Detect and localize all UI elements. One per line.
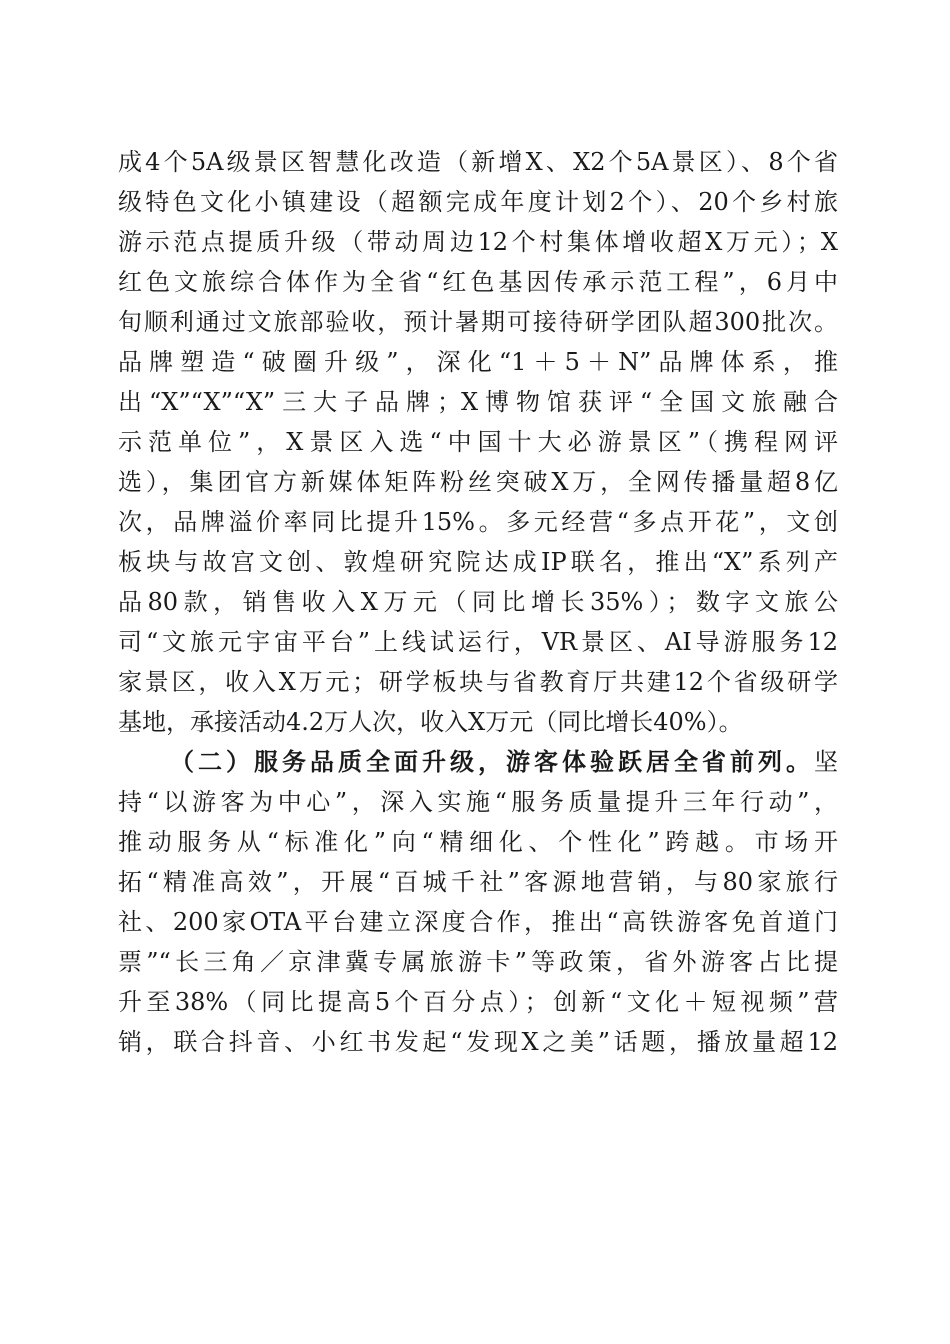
body-line: 推动服务从“标准化”向“精细化、个性化”跨越。市场开 <box>118 828 838 856</box>
body-line: 司“文旅元宇宙平台”上线试运行，VR景区、AI导游服务12 <box>118 628 838 656</box>
body-line: 成4个5A级景区智慧化改造（新增X、X2个5A景区）、8个省 <box>118 148 838 176</box>
body-text: 坚 <box>814 748 838 776</box>
body-line: 品80款，销售收入X万元（同比增长35%）；数字文旅公 <box>118 588 838 616</box>
body-line: 板块与故宫文创、敦煌研究院达成IP联名，推出“X”系列产 <box>118 548 838 576</box>
body-line: 旬顺利通过文旅部验收，预计暑期可接待研学团队超300批次。 <box>118 308 838 336</box>
body-line: 票”“长三角／京津冀专属旅游卡”等政策，省外游客占比提 <box>118 948 838 976</box>
body-line: 级特色文化小镇建设（超额完成年度计划2个）、20个乡村旅 <box>118 188 838 216</box>
body-line: 示范单位”，X景区入选“中国十大必游景区”（携程网评 <box>118 428 838 456</box>
body-line: 次，品牌溢价率同比提升15%。多元经营“多点开花”，文创 <box>118 508 838 536</box>
body-line: 品牌塑造“破圈升级”，深化“1＋5＋N”品牌体系，推 <box>118 348 838 376</box>
body-line: 基地，承接活动4.2万人次，收入X万元（同比增长40%）。 <box>118 708 743 736</box>
body-line: 家景区，收入X万元；研学板块与省教育厅共建12个省级研学 <box>118 668 838 696</box>
document-body <box>118 142 838 1062</box>
body-line: 拓“精准高效”，开展“百城千社”客源地营销，与80家旅行 <box>118 868 838 896</box>
body-line: 升至38%（同比提高5个百分点）；创新“文化＋短视频”营 <box>118 988 838 1016</box>
body-line: 持“以游客为中心”，深入实施“服务质量提升三年行动”， <box>118 788 838 816</box>
body-line: 选），集团官方新媒体矩阵粉丝突破X万，全网传播量超8亿 <box>118 468 838 496</box>
body-line: 红色文旅综合体作为全省“红色基因传承示范工程”，6月中 <box>118 268 838 296</box>
section-heading: （二）服务品质全面升级，游客体验跃居全省前列。 <box>166 747 814 776</box>
body-line: 销，联合抖音、小红书发起“发现X之美”话题，播放量超12 <box>118 1028 838 1056</box>
body-line: 游示范点提质升级（带动周边12个村集体增收超X万元）；X <box>118 228 838 256</box>
section-heading-line <box>118 742 838 782</box>
body-line: 出“X”“X”“X”三大子品牌；X博物馆获评“全国文旅融合 <box>118 388 838 416</box>
body-line: 社、200家OTA平台建立深度合作，推出“高铁游客免首道门 <box>118 908 838 936</box>
